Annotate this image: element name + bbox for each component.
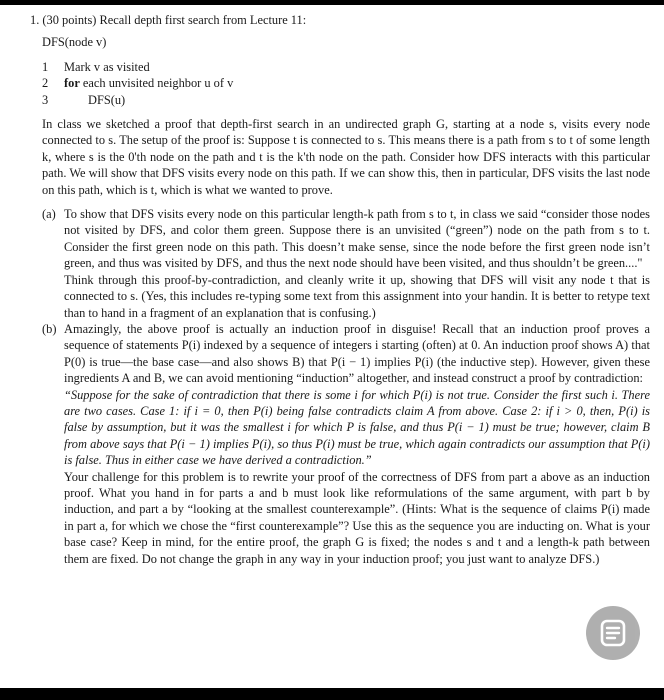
- part-b-quote: “Suppose for the sake of contradiction that there is some i for which P(i) is not true. Consider the first such i. There are two cases. Case 1: if i = 0, then P(i) being false contradicts claim A from above. Case 2: if i > 0, then, P(i) is false by assumption, but it was the smallest i for which P is false, and thus P(i − 1) must be true; however, claim B from above says that P(i − 1) implies P(i), so thus P(i) must be true, which again contradicts our assumption that P(i) is false. Thus in either case we have derived a contradiction.”: [64, 387, 650, 468]
- problem-title: 1. (30 points) Recall depth first search from Lecture 11:: [30, 13, 307, 27]
- list-icon: [597, 617, 629, 649]
- algorithm-line: [42, 75, 650, 91]
- part-b-paragraph-1: Amazingly, the above proof is actually an induction proof in disguise! Recall that an induction proof proves a sequence of statements P(i) indexed by a sequence of integers i starting (often) at 0. An induction proof shows A) that P(0) is true—the base case—and also shows B) that P(i − 1) implies P(i) (the inductive step). However, given these ingredients A and B, we can avoid mentioning “induction” altogether, and instead construct a proof by contradiction:: [64, 321, 650, 386]
- part-a: [42, 206, 650, 321]
- part-b-label: (b): [42, 321, 57, 336]
- algorithm-line: [42, 59, 650, 75]
- document-page: [30, 12, 650, 567]
- top-border: [0, 0, 664, 5]
- part-b-body: [64, 321, 650, 567]
- part-a-paragraph-2: Think through this proof-by-contradiction, and cleanly write it up, showing that DFS will visit any node t that is connected to s. (Yes, this includes re-typing some text from this assignment into your handin. It is better to retype text than to hand in a fragment of an explanation that is confusing.): [64, 272, 650, 320]
- algorithm-line: [42, 92, 650, 108]
- line-number: 1: [42, 59, 49, 74]
- algorithm-header: DFS(node v): [42, 35, 107, 50]
- line-text: DFS(u): [88, 92, 126, 107]
- algorithm-block: [42, 34, 650, 108]
- part-a-paragraph-1: To show that DFS visits every node on this particular length-k path from s to t, in class we said “consider those nodes not visited by DFS, and color them green. Suppose there is an unvisited (“green”) node on the path from s to t. Consider the first green node on this path. This doesn’t make sense, since the node before the first green node isn’t green, and thus was visited by DFS, and thus the next node should have been visited, and thus shouldn’t be green....": [64, 207, 650, 271]
- intro-paragraph: In class we sketched a proof that depth-first search in an undirected graph G, starting at a node s, visits every node connected to s. The setup of the proof is: Suppose t is connected to s. This means there is a path from s to t of some length k, where s is the 0'th node on the path and t is the k'th node on the path. Consider how DFS interacts with this particular path. We will show that DFS visits every node on this path. If we can show this, then in particular, DFS visits the last node on this path, which is t, which is what we wanted to prove.: [42, 117, 650, 197]
- part-a-body: [64, 206, 650, 321]
- line-number: 3: [42, 92, 49, 107]
- floating-list-button[interactable]: [586, 606, 640, 660]
- bottom-border: [0, 688, 664, 700]
- line-number: 2: [42, 76, 49, 91]
- line-text: Mark v as visited: [64, 59, 150, 74]
- part-b: [42, 321, 650, 567]
- part-a-label: (a): [42, 207, 56, 222]
- line-text: each unvisited neighbor u of v: [79, 76, 234, 91]
- line-keyword: for: [64, 76, 80, 91]
- part-b-paragraph-3: Your challenge for this problem is to rewrite your proof of the correctness of DFS from part a above as an induction proof. What you hand in for parts a and b must look like reformulations of the same argument, with part b by induction, and part a by “looking at the smallest counterexample”. (Hints: What is the sequence of claims P(i) made in part a, for which we chose the “first counterexample”? Use this as the sequence you are inducting on. What is your base case? Keep in mind, for the entire proof, the graph G is fixed; the nodes s and t and a length-k path between them are fixed. Do not change the graph in any way in your induction proof; you just want to analyze DFS.): [64, 469, 650, 566]
